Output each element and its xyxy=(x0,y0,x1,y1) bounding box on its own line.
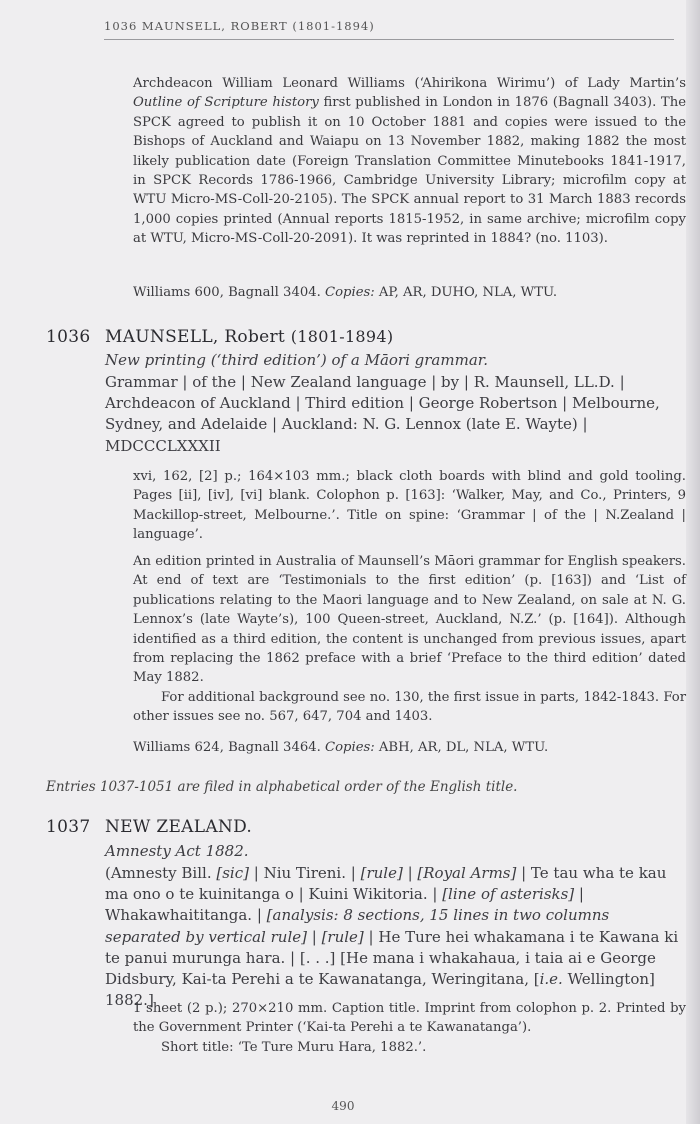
title-text-run: [sic] xyxy=(216,864,249,882)
title-text-run: | Niu Tireni. | xyxy=(248,864,361,882)
entry-heading-1036 xyxy=(105,327,393,347)
title-text-run: i.e. xyxy=(539,970,563,989)
entry-title-transcription-1037 xyxy=(105,863,685,1011)
prev-text-run: Outline of Scripture history xyxy=(133,95,319,111)
page-number: 490 xyxy=(331,1099,355,1113)
title-text-run: [analysis: 8 sections, 15 lines in two columns separated by vertical rule] xyxy=(105,906,610,946)
prev-text-run: first published in London in 1876 (Bagnall 3403). The SPCK agreed to publish it on 10 October 1881 and copies were issued to the Bishops of Auckland and Waiapu on 13 November 1882, making 1882 the most likely publication date (Foreign Translation Committee Minutebooks 1841-1917, in SPCK Records 1786-1966, Cambridge University Library; microfilm copy at WTU Micro-MS-Coll-20-2105). The SPCK annual report to 31 March 1883 records 1,000 copies printed (Annual reports 1815-1952, in same archive; microfilm copy at WTU, Micro-MS-Coll-20-2091). It was reprinted in 1884? (no. 1103). xyxy=(133,95,686,247)
refs: Williams 624, Bagnall 3464. xyxy=(133,740,325,755)
entry-collation-1036 xyxy=(133,467,686,545)
prev-refs: Williams 600, Bagnall 3404. xyxy=(133,285,325,300)
title-text-run: | Te tau wha te kau ma ono o te kuinitanga o | Kuini Wikitoria. | xyxy=(105,864,667,904)
page-gutter-shadow xyxy=(686,0,700,1124)
entry-collation-1037 xyxy=(133,999,686,1057)
note-paragraph-1: An edition printed in Australia of Maunsell’s Māori grammar for English speakers. At end of text are ‘Testimonials to the first edition’ (p. [163]) and ‘List of publications relating to the Maori language and to New Zealand, on sale at N. G. Lennox’s (late Wayte’s), 100 Queen-street, Auckland, N.Z.’ (p. [164]). Although identified as a third edition, the content is unchanged from previous issues, apart from replacing the 1862 preface with a brief ‘Preface to the third edition’ dated May 1882. xyxy=(133,554,686,686)
author-name: MAUNSELL, Robert xyxy=(105,327,286,347)
prev-entry-refs xyxy=(133,283,686,302)
title-text-run: | Whakawhaititanga. | xyxy=(105,885,584,925)
entry-number-1036: 1036 xyxy=(46,327,91,347)
prev-entry-text xyxy=(133,74,686,249)
title-text-run: Grammar | of the | New Zealand language | by | R. Maunsell, LL.D. | Archdeacon of Auckland | Third edition | George Robertson | Melbourne, Sydney, and Adelaide | Auckland: N. G. Lennox (late E. Wayte) | MDCCCLXXXII xyxy=(105,373,660,455)
title-text-run: [rule] xyxy=(321,927,364,946)
running-head: 1036 MAUNSELL, ROBERT (1801-1894) xyxy=(104,19,674,40)
entry-refs-1036 xyxy=(133,738,686,757)
title-text-run: [rule] xyxy=(360,864,403,882)
prev-entry-paragraph xyxy=(133,74,686,249)
prev-copies: AP, AR, DUHO, NLA, WTU. xyxy=(374,285,558,300)
title-text-run: | xyxy=(402,864,418,882)
author-years: (1801-1894) xyxy=(290,327,394,346)
copies: ABH, AR, DL, NLA, WTU. xyxy=(374,740,549,755)
collation-text-1037: 1 sheet (2 p.); 270×210 mm. Caption title. Imprint from colophon p. 2. Printed by the Government Printer (‘Kai-ta Perehi a te Kawanatanga’). xyxy=(133,1001,686,1036)
prev-text-run: Archdeacon William Leonard Williams (‘Ahirikona Wirimu’) of Lady Martin’s xyxy=(133,76,686,91)
collation-text: xvi, 162, [2] p.; 164×103 mm.; black cloth boards with blind and gold tooling. Pages [ii], [iv], [vi] blank. Colophon p. [163]: ‘Walker, May, and Co., Printers, 9 Mackillop-street, Melbourne.’. Title on spine: ‘Grammar | of the | N.Zealand | language’. xyxy=(133,469,686,543)
title-text-run: | He Ture hei whakamana i te Kawana ki te panui murunga hara. | [. . .] [He mana i whakahaua, i taia ai e George Didsbury, Kai-ta Perehi a te Kawanatanga, Weringitana, [ xyxy=(105,927,679,989)
title-text-run: [line of asterisks] xyxy=(442,885,575,904)
entry-heading-1037: NEW ZEALAND. xyxy=(105,817,253,837)
title-text-run: Wellington] 1882.] xyxy=(105,970,655,1010)
entry-notes-1036 xyxy=(133,552,686,727)
title-text-run: [Royal Arms] xyxy=(417,864,517,882)
entry-title-transcription-1036 xyxy=(105,372,685,457)
filing-note: Entries 1037-1051 are filed in alphabetical order of the English title. xyxy=(46,779,518,795)
title-text-run: (Amnesty Bill. xyxy=(105,864,217,882)
entry-number-1037: 1037 xyxy=(46,817,91,837)
note-paragraph-2: For additional background see no. 130, the first issue in parts, 1842-1843. For other issues see no. 567, 647, 704 and 1403. xyxy=(133,689,686,725)
entry-subtitle-1037: Amnesty Act 1882. xyxy=(105,842,249,860)
title-text-run: | xyxy=(306,927,322,946)
short-title: Short title: ‘Te Ture Muru Hara, 1882.’. xyxy=(161,1039,427,1055)
copies-label: Copies: xyxy=(325,740,375,755)
prev-copies-label: Copies: xyxy=(325,285,375,300)
entry-subtitle-1036: New printing (‘third edition’) of a Māori grammar. xyxy=(105,351,489,369)
